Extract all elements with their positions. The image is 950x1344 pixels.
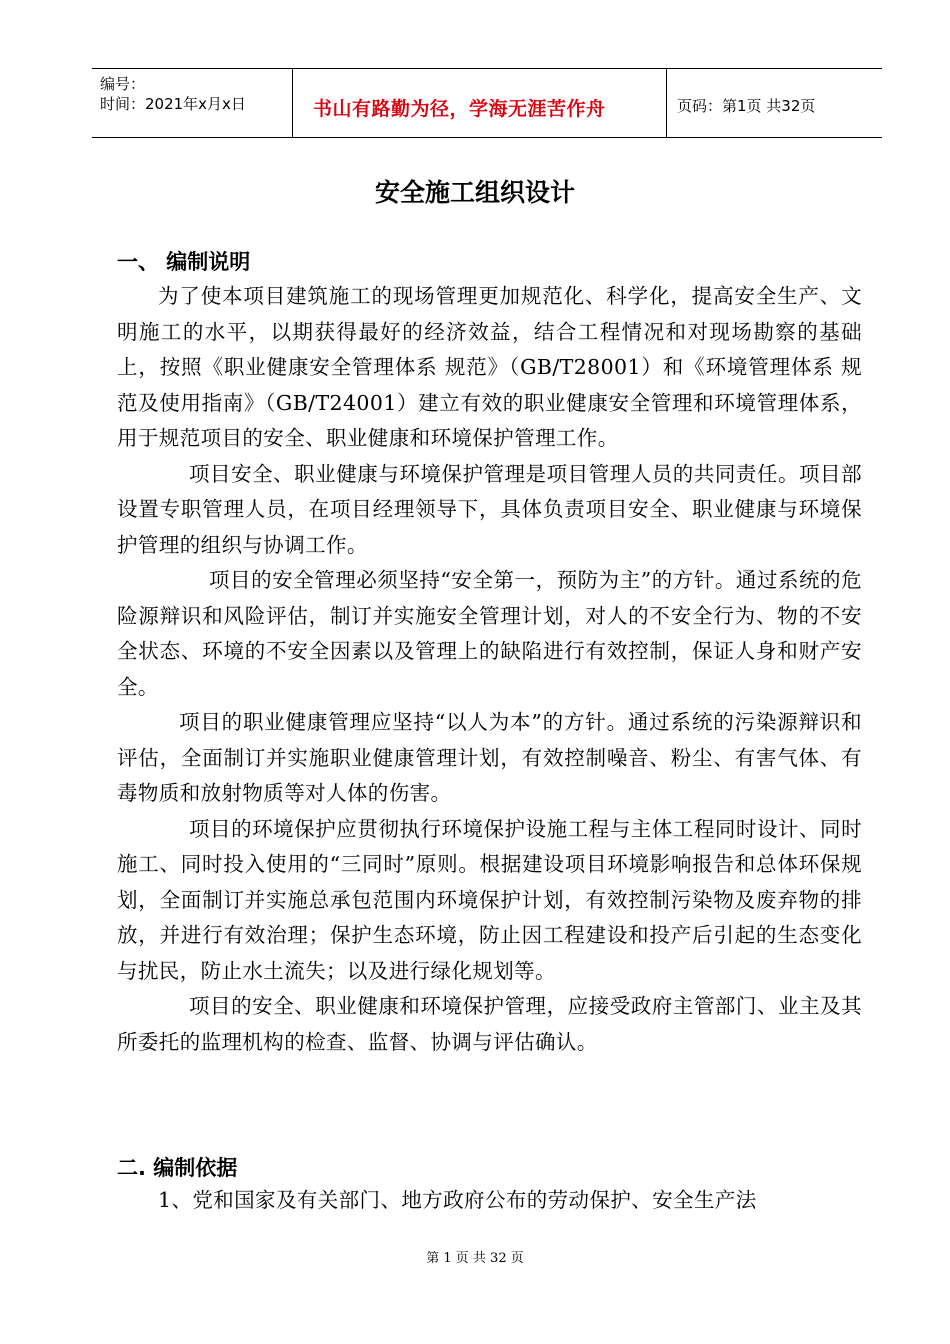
page-footer: 第 1 页 共 32 页 <box>426 1251 524 1266</box>
paragraph-5: 项目的环境保护应贯彻执行环境保护设施工程与主体工程同时设计、同时施工、同时投入使用的“三同时”原则。根据建设项目环境影响报告和总体环保规划，全面制订并实施总承包范围内环境保护计划，有效控制污染物及废弃物的排放，并进行有效治理；保护生态环境，防止因工程建设和投产后引起的生态变化与扰民，防止水土流失；以及进行绿化规划等。 <box>117 816 862 983</box>
paragraph-2: 项目安全、职业健康与环境保护管理是项目管理人员的共同责任。项目部设置专职管理人员，在项目经理领导下，具体负责项目安全、职业健康与环境保护管理的组织与协调工作。 <box>117 461 862 557</box>
document-title: 安全施工组织设计 <box>374 178 575 207</box>
paragraph-1: 为了使本项目建筑施工的现场管理更加规范化、科学化，提高安全生产、文明施工的水平，以期获得最好的经济效益，结合工程情况和对现场勘察的基础上，按照《职业健康安全管理体系 规范》（GB/T28001）和《环境管理体系 规范及使用指南》（GB/T24001）建立有效的职业健康安全管理和环境管理体系，用于规范项目的安全、职业健康和环境保护管理工作。 <box>117 284 862 450</box>
number-label: 编号： <box>100 75 146 93</box>
header-meta <box>92 69 293 137</box>
page-header <box>92 68 882 138</box>
page-info: 页码：第1页 共32页 <box>677 97 816 115</box>
paragraph-4: 项目的职业健康管理应坚持“以人为本”的方针。通过系统的污染源辩识和评估，全面制订并实施职业健康管理计划，有效控制噪音、粉尘、有害气体、有毒物质和放射物质等对人体的伤害。 <box>117 710 862 805</box>
section-2-body <box>117 1183 862 1219</box>
section-heading-2: 二. 编制依据 <box>117 1156 238 1180</box>
paragraph-6: 项目的安全、职业健康和环境保护管理，应接受政府主管部门、业主及其所委托的监理机构的检查、监督、协调与评估确认。 <box>117 994 862 1054</box>
motto-text: 书山有路勤为径，学海无涯苦作舟 <box>313 98 606 120</box>
header-page-cell <box>667 69 882 137</box>
time-label: 时间：2021年x月x日 <box>100 95 246 113</box>
section-heading-1: 一、 编制说明 <box>117 250 251 274</box>
paragraph-7: 1、党和国家及有关部门、地方政府公布的劳动保护、安全生产法 <box>158 1188 757 1212</box>
header-motto-cell <box>293 69 667 137</box>
paragraph-3: 项目的安全管理必须坚持“安全第一，预防为主”的方针。通过系统的危险源辩识和风险评估，制订并实施安全管理计划，对人的不安全行为、物的不安全状态、环境的不安全因素以及管理上的缺陷进行有效控制，保证人身和财产安全。 <box>117 568 862 699</box>
section-1-body <box>117 279 862 1060</box>
